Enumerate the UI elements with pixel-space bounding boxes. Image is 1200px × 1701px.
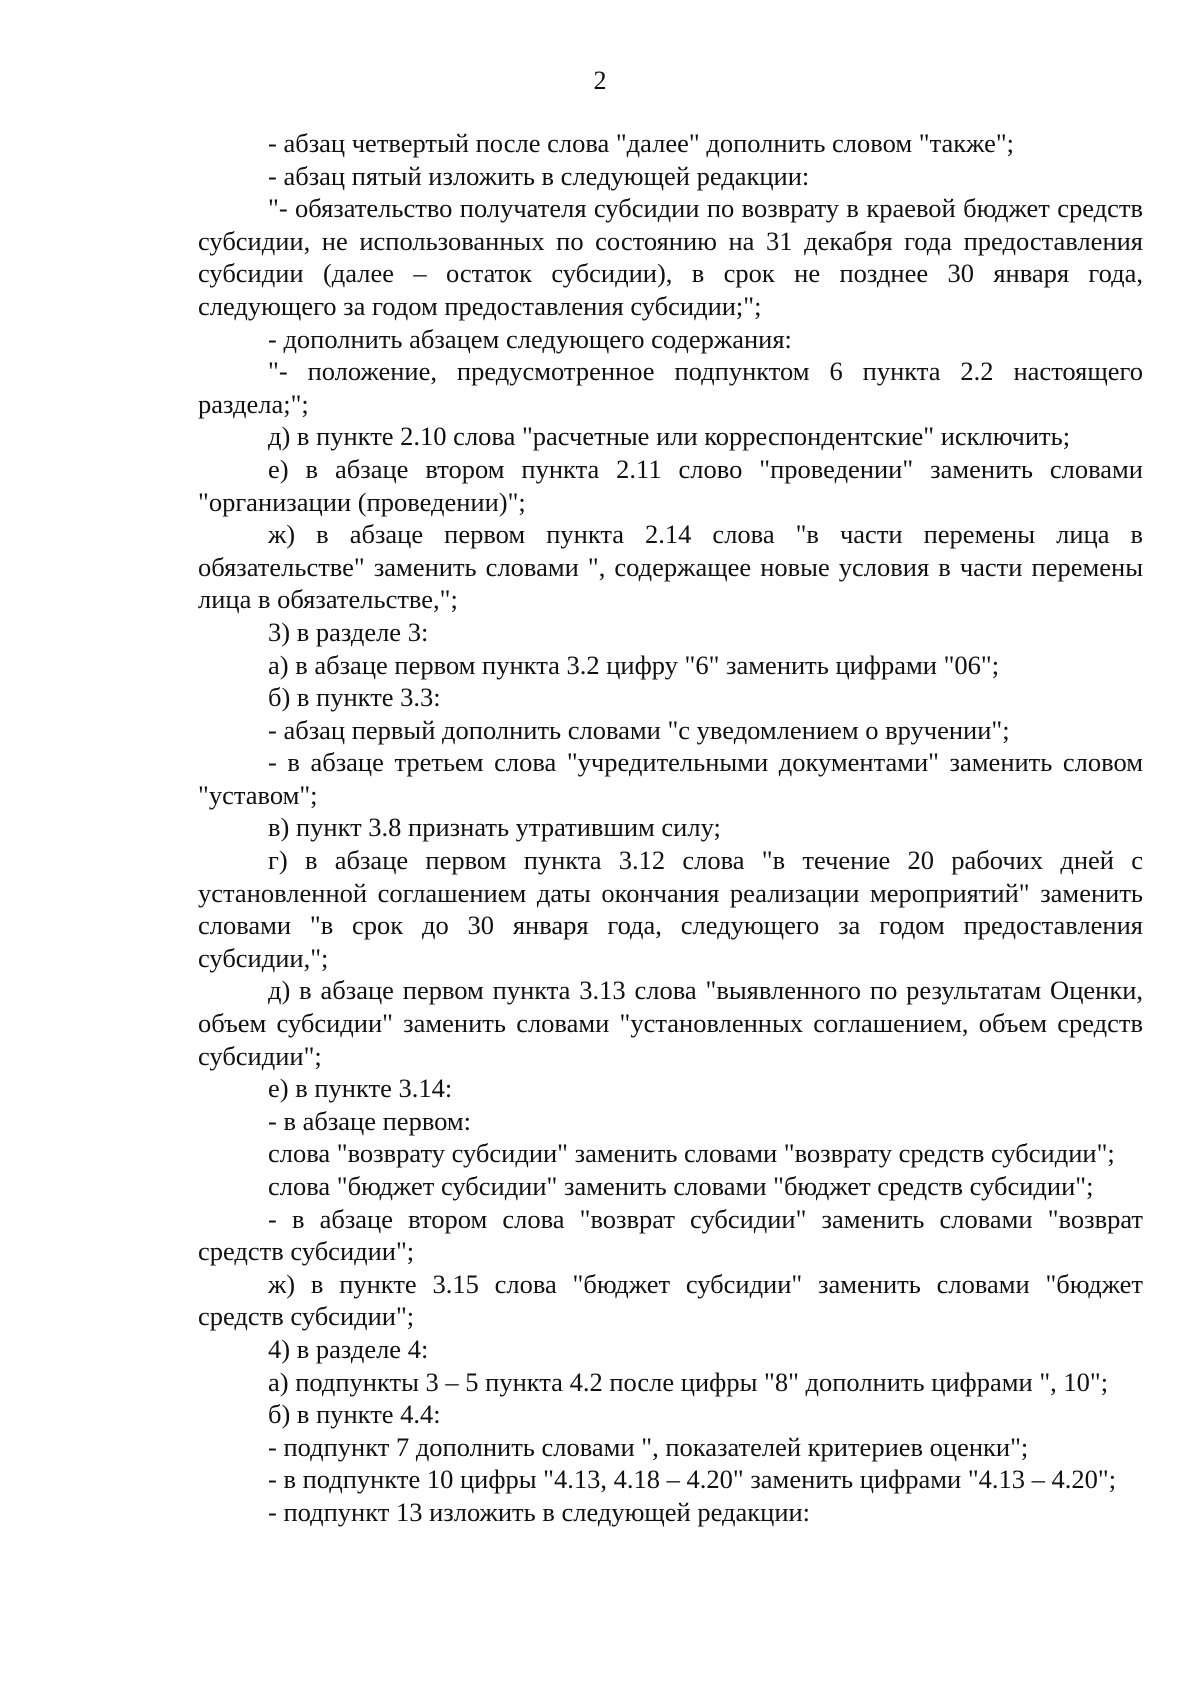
paragraph: ж) в абзаце первом пункта 2.14 слова "в части перемены лица в обязательстве" заменить словами ", содержащее новые условия в части перемены лица в обязательстве,";: [198, 519, 1143, 615]
paragraph: е) в абзаце втором пункта 2.11 слово "проведении" заменить словами "организации (проведении)";: [198, 453, 1143, 517]
paragraph: - абзац четвертый после слова "далее" дополнить словом "также";: [268, 128, 1015, 158]
paragraph: - абзац первый дополнить словами "с уведомлением о вручении";: [268, 714, 1010, 745]
paragraph: - в абзаце третьем слова "учредительными документами" заменить словом "уставом";: [198, 747, 1143, 810]
paragraph: - абзац пятый изложить в следующей редакции:: [268, 160, 810, 191]
paragraph: д) в пункте 2.10 слова "расчетные или корреспондентские" исключить;: [268, 421, 1071, 452]
page-number: 2: [593, 66, 607, 95]
paragraph: "- положение, предусмотренное подпунктом 6 пункта 2.2 настоящего раздела;";: [198, 356, 1143, 419]
paragraph: а) в абзаце первом пункта 3.2 цифру "6" заменить цифрами "06";: [268, 649, 1000, 680]
paragraph: 4) в разделе 4:: [268, 1333, 429, 1364]
paragraph: - в абзаце втором слова "возврат субсидии" заменить словами "возврат средств субсидии";: [198, 1203, 1143, 1267]
paragraph: слова "возврату субсидии" заменить словами "возврату средств субсидии";: [268, 1138, 1115, 1169]
paragraph: ж) в пункте 3.15 слова "бюджет субсидии" заменить словами "бюджет средств субсидии";: [198, 1268, 1143, 1332]
paragraph: е) в пункте 3.14:: [268, 1073, 453, 1104]
paragraph: - в абзаце первом:: [268, 1105, 472, 1136]
paragraph: б) в пункте 3.3:: [268, 682, 441, 713]
paragraph: "- обязательство получателя субсидии по возврату в краевой бюджет средств субсидии, не использованных по состоянию на 31 декабря года предоставления субсидии (далее – остаток субсидии), в срок не позднее 30 января года, следующего за годом предоставления субсидии;";: [198, 193, 1143, 321]
paragraph: - подпункт 7 дополнить словами ", показателей критериев оценки";: [268, 1431, 1029, 1462]
paragraph: г) в абзаце первом пункта 3.12 слова "в течение 20 рабочих дней с установленной соглашением даты окончания реализации мероприятий" заменить словами "в срок до 30 января года, следующего за годом предоставления субсидии,";: [198, 845, 1143, 973]
paragraph: 3) в разделе 3:: [268, 616, 429, 647]
paragraph: слова "бюджет субсидии" заменить словами "бюджет средств субсидии";: [268, 1171, 1094, 1201]
paragraph: б) в пункте 4.4:: [268, 1399, 441, 1430]
paragraph: - подпункт 13 изложить в следующей редакции:: [268, 1496, 811, 1527]
paragraph: в) пункт 3.8 признать утратившим силу;: [268, 812, 721, 843]
paragraph: - в подпункте 10 цифры "4.13, 4.18 – 4.20" заменить цифрами "4.13 – 4.20";: [268, 1464, 1117, 1495]
paragraph: - дополнить абзацем следующего содержания:: [268, 323, 792, 354]
document-body: [198, 127, 1143, 1529]
paragraph: д) в абзаце первом пункта 3.13 слова "выявленного по результатам Оценки, объем субсидии" заменить словами "установленных соглашением, объем средств субсидии";: [198, 975, 1143, 1071]
paragraph: а) подпункты 3 – 5 пункта 4.2 после цифры "8" дополнить цифрами ", 10";: [268, 1366, 1109, 1397]
